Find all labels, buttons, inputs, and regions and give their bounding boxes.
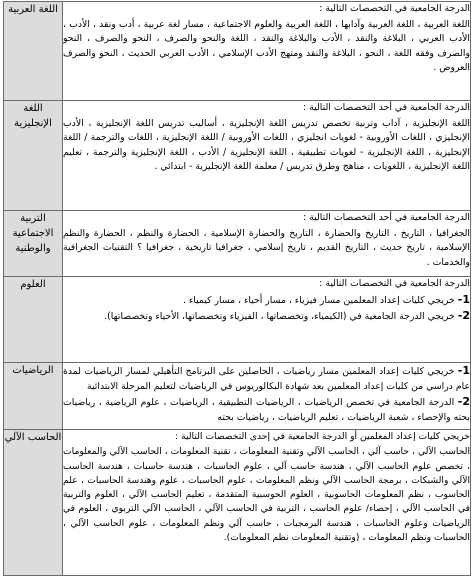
requirements-heading: خريجي كليات إعداد المعلمين أو الدرجة الجامعية في إحدى التخصصات التالية : bbox=[175, 431, 470, 442]
requirements-cell bbox=[63, 430, 471, 576]
requirements-cell bbox=[63, 101, 471, 211]
subject-cell bbox=[4, 430, 63, 576]
subject-label: اللغة الإنجليزية bbox=[14, 103, 52, 129]
subject-cell bbox=[4, 363, 63, 430]
table-row-english bbox=[4, 101, 471, 211]
subject-cell bbox=[4, 211, 63, 277]
requirements-text: اللغة الإنجليزية ، آداب وتربية تخصص تدريس اللغة الإنجليزية ، أساليب تدريس اللغة الإنجليزية ، الأدب الإنجليزي ، اللغات الأوروبية - لغويات انجليزي ، اللغات الأوروبية / اللغة الإنجليزية ، اللغات والترجمة / اللغة الإنجليزية ، اللغة الإنجليزية - لغويات تطبيقية ، اللغة الإنجليزية / الأدب ، اللغة الإنجليزية والترجمة ، تعليم اللغة الإنجليزية ، اللغويات ، مناهج وطرق تدريس / معلمة اللغة الإنجليزية - ابتدائي . bbox=[63, 117, 470, 173]
subject-label: العلوم bbox=[20, 279, 46, 290]
requirements-cell bbox=[63, 277, 471, 363]
subject-label: التربية الاجتماعية والوطنية bbox=[12, 213, 54, 254]
requirements-text: الجغرافيا ، التاريخ ، التاريخ والحضارة ، التاريخ والحضارة الإسلامية ، الحضارة والنظم ، الحضارة والنظم الإسلامية ، تاريخ حديث ، التاريخ القديم ، تاريخ إسلامي ، جغرافيا تاريخية ، جغرافيا ؟ التقنيات الجغرافية والخدمات . bbox=[63, 227, 470, 268]
table-row-computer bbox=[4, 430, 471, 576]
table-row-social-studies bbox=[4, 211, 471, 277]
requirements-cell bbox=[63, 2, 471, 101]
requirements-heading: الدرجة الجامعية في التخصصات التالية : bbox=[319, 278, 470, 289]
specializations-table bbox=[3, 1, 471, 576]
subject-cell bbox=[4, 277, 63, 363]
requirements-heading: الدرجة الجامعية في التخصصات التالية : bbox=[319, 3, 470, 14]
list-item: 1- خريجي كليات إعداد المعلمين مسار رياضيات ، الحاصلين على البرنامج التأهيلي لمسار الرياضيات لمدة عام دراسي من كليات إعداد المعلمين بعد شهادة البكالوريوس في الرياضيات لتعليم المرحلة الابتدائية bbox=[63, 364, 470, 392]
requirements-heading: الدرجة الجامعية في أحد التخصصات التالية : bbox=[303, 102, 470, 113]
list-item: 1- خريجي كليات إعداد المعلمين مسار فيزياء ، مسار أحياء ، مسار كيمياء . bbox=[183, 292, 470, 306]
table-row-arabic bbox=[4, 2, 471, 101]
list-item: 2- خريجي الدرجة الجامعية في (الكيمياء، وتخصصاتها ، الفيزياء وتخصصاتها، الأحياء وتخصصاتها). bbox=[104, 309, 470, 323]
list-item: 2- الدرجة الجامعية في تخصص الرياضيات ، الرياضيات التطبيقية ، الرياضيات ، علوم الرياضية ، رياضيات بحته والإحصاء ، شعبة الرياضيات ، تعليم الرياضيات ، رياضيات بحته bbox=[63, 395, 470, 423]
subject-cell bbox=[4, 101, 63, 211]
requirements-text: اللغة العربية ، اللغة العربية وآدابها ، اللغة العربية والعلوم الاجتماعية ، مسار لغة عربية ، أدب ونقد ، الأدب ، الأدب العربي ، البلاغة والنقد ، الأدب والبلاغة والنقد ، اللغة والنحو والصرف ، النحو والصرف ، النحو والصرف وفقه اللغة ، النحو ، البلاغة والنقد ومنهج الأدب الإسلامي ، الأدب العربي الحديث ، النحو والصرف العروض . bbox=[63, 18, 470, 74]
requirements-heading: الدرجة الجامعية في أحد التخصصات التالية : bbox=[303, 212, 470, 223]
subject-label: الرياضيات bbox=[12, 365, 54, 376]
subject-label: اللغة العربية bbox=[8, 4, 58, 15]
requirements-cell bbox=[63, 363, 471, 430]
subject-cell bbox=[4, 2, 63, 101]
requirements-text: الحاسب الآلي ، حاسب آلي ، الحاسب الآلي وتقنية المعلومات ، تقنية المعلومات ، الحاسب الآلي والمعلومات ، تخصص علوم الحاسب الآلي ، هندسة حاسب آلي ، علوم الحاسبات ، هندسة حاسبات ، هندسة الحاسب الآلي والشبكات ، برمجة الحاسب الآلي ونظم المعلومات ، علوم الحاسبات ، علوم وهندسة الحاسبات ، علم الحاسوب ، نظم المعلومات الحاسوبية ، العلوم الحوسبية المتقدمة ، تعليم الحاسب الآلي ، العلوم والتربية في الحاسب الآلي ، إحصاء/ علوم الحاسب ، التربية في الحاسب الآلي ، الحاسب الآلي التربوي ، العلوم في الرياضيات وعلوم الحاسبات ، هندسة البرمجيات ، حاسب آلي ونظم المعلومات ، علوم الحاسب الآلي ، الحاسبات ونظم المعلومات ، (وتقنية المعلومات نظم المعلومات). bbox=[63, 446, 470, 544]
table-row-mathematics bbox=[4, 363, 471, 430]
subject-label: الحاسب الآلي bbox=[4, 432, 62, 443]
table-row-science bbox=[4, 277, 471, 363]
requirements-cell bbox=[63, 211, 471, 277]
